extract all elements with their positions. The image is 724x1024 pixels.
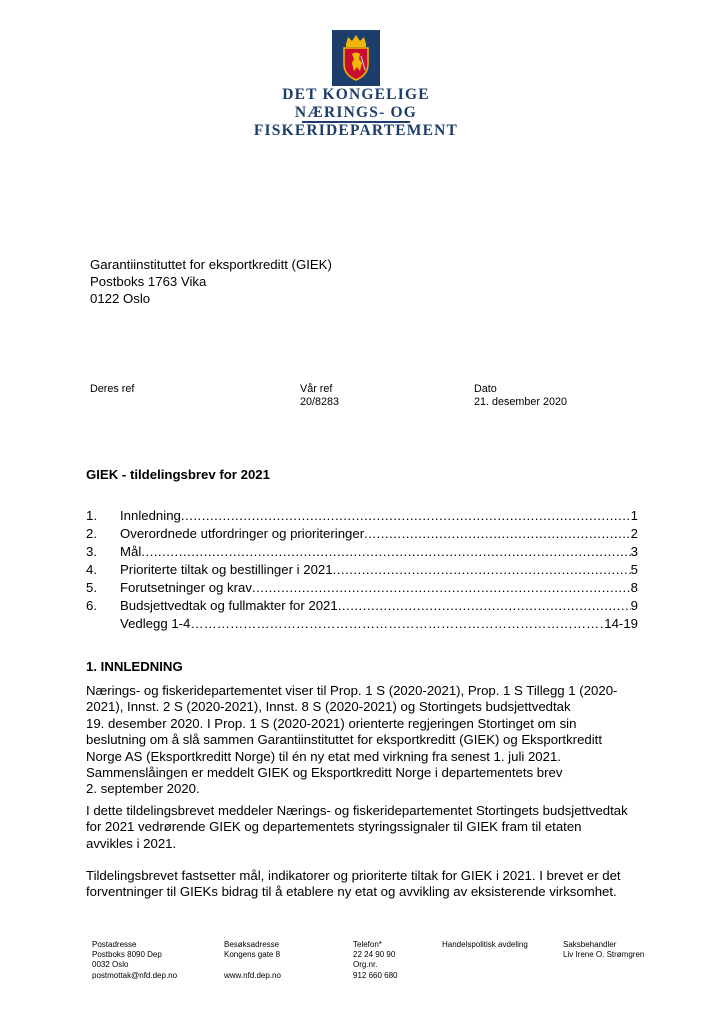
- footer-text: Liv Irene O. Strømgren: [563, 950, 645, 960]
- coat-of-arms-icon: [332, 30, 380, 86]
- toc-entry[interactable]: [86, 508, 638, 526]
- letter-date: [474, 383, 567, 409]
- footer-text: Kongens gate 8: [224, 950, 281, 960]
- paragraph-line: forventninger til GIEKs bidrag til å etablere ny etat og avvikling av eksisterende virksomhet.: [86, 884, 617, 900]
- toc-title: Vedlegg 1-4: [120, 616, 191, 631]
- table-of-contents: [86, 508, 638, 634]
- footer-label: Org.nr.: [353, 960, 378, 970]
- address-line: Garantiinstituttet for eksportkreditt (GIEK): [90, 257, 332, 272]
- footer-web-link[interactable]: www.nfd.dep.no: [224, 970, 281, 980]
- footer-phone-org: [353, 940, 398, 981]
- toc-leader: [181, 508, 631, 523]
- toc-page: 5: [630, 562, 638, 577]
- toc-number: 1.: [86, 508, 97, 523]
- date-label: Dato: [474, 383, 497, 395]
- ministry-logo: [200, 28, 512, 139]
- toc-entry[interactable]: [86, 598, 638, 616]
- their-ref-label: Deres ref: [90, 383, 135, 395]
- toc-entry-attachments[interactable]: [86, 616, 638, 634]
- their-reference: [90, 383, 134, 396]
- intro-paragraph-1: [86, 683, 646, 798]
- paragraph-line: 2. september 2020.: [86, 781, 200, 797]
- intro-paragraph-3: [86, 868, 646, 901]
- our-ref-value: 20/8283: [300, 396, 340, 408]
- footer-text: 22 24 90 90: [353, 950, 396, 960]
- toc-title: Mål: [120, 544, 142, 559]
- footer-email-link[interactable]: postmottak@nfd.dep.no: [92, 970, 178, 980]
- toc-page: 9: [630, 598, 638, 613]
- intro-paragraph-2: [86, 803, 646, 852]
- document-title: GIEK - tildelingsbrev for 2021: [86, 467, 270, 482]
- footer-department: [442, 940, 528, 950]
- ministry-name-line2: NÆRINGS- OG FISKERIDEPARTEMENT: [253, 104, 459, 139]
- our-ref-label: Vår ref: [300, 383, 333, 395]
- toc-leader: [333, 562, 631, 577]
- paragraph-line: for 2021 vedrørende GIEK og departementets styringssignaler til GIEK fram til etaten: [86, 819, 582, 835]
- logo-underline: [302, 121, 410, 123]
- paragraph-line: Tildelingsbrevet fastsetter mål, indikatorer og prioriterte tiltak for GIEK i 2021. I brevet er det: [86, 868, 621, 883]
- paragraph-line: beslutning om å slå sammen Garantiinstituttet for eksportkreditt (GIEK) og Eksportkreditt: [86, 732, 602, 748]
- toc-number: 3.: [86, 544, 97, 559]
- toc-page: 8: [630, 580, 638, 595]
- toc-entry[interactable]: [86, 580, 638, 598]
- footer-text: 0032 Oslo: [92, 960, 129, 970]
- toc-number: 6.: [86, 598, 97, 613]
- toc-page: 3: [630, 544, 638, 559]
- toc-number: 4.: [86, 562, 97, 577]
- toc-title: Innledning: [120, 508, 181, 523]
- footer-text: Handelspolitisk avdeling: [442, 940, 528, 949]
- paragraph-line: 2021), Innst. 2 S (2020-2021), Innst. 8 S (2020-2021) og Stortingets budsjettvedtak: [86, 699, 571, 715]
- footer-text: Postboks 8090 Dep: [92, 950, 162, 960]
- footer-label: Saksbehandler: [563, 940, 617, 949]
- footer-label: Postadresse: [92, 940, 137, 949]
- footer-visit-address: [224, 940, 281, 981]
- toc-number: 5.: [86, 580, 97, 595]
- toc-leader: [364, 526, 631, 541]
- footer-spacer: [224, 960, 281, 970]
- toc-title: Overordnede utfordringer og prioriteringer: [120, 526, 365, 541]
- toc-number: 2.: [86, 526, 97, 541]
- toc-entry[interactable]: [86, 544, 638, 562]
- address-line: 0122 Oslo: [90, 291, 151, 306]
- toc-title: Forutsetninger og krav: [120, 580, 252, 595]
- paragraph-line: Norge AS (Eksportkreditt Norge) til én ny etat med virkning fra senest 1. juli 2021.: [86, 748, 561, 764]
- paragraph-line: avvikles i 2021.: [86, 835, 177, 851]
- paragraph-line: I dette tildelingsbrevet meddeler Nærings- og fiskeridepartementet Stortingets budsjettvedtak: [86, 803, 628, 818]
- date-value: 21. desember 2020: [474, 396, 568, 408]
- toc-leader: [141, 544, 630, 559]
- paragraph-line: 19. desember 2020. I Prop. 1 S (2020-2021) orienterte regjeringen Stortinget om sin: [86, 715, 577, 731]
- toc-page: 1: [630, 508, 638, 523]
- toc-leader: [252, 580, 631, 595]
- ministry-name-line1: DET KONGELIGE: [282, 86, 430, 103]
- footer-text: 912 660 680: [353, 970, 398, 980]
- section-heading: 1. INNLEDNING: [86, 659, 183, 674]
- address-line: Postboks 1763 Vika: [90, 274, 207, 289]
- paragraph-line: Sammenslåingen er meddelt GIEK og Eksportkreditt Norge i departementets brev: [86, 765, 563, 781]
- footer-postal-address: [92, 940, 177, 981]
- recipient-address: [90, 256, 332, 307]
- toc-entry[interactable]: [86, 562, 638, 580]
- footer-label: Besøksadresse: [224, 940, 280, 949]
- toc-leader: [338, 598, 631, 613]
- toc-title: Prioriterte tiltak og bestillinger i 2021: [120, 562, 333, 577]
- toc-title: Budsjettvedtak og fullmakter for 2021: [120, 598, 338, 613]
- paragraph-line: Nærings- og fiskeridepartementet viser til Prop. 1 S (2020-2021), Prop. 1 S Tillegg 1 (2020-: [86, 683, 618, 698]
- footer-label: Telefon*: [353, 940, 382, 949]
- toc-page: 14-19: [604, 616, 638, 631]
- toc-page: 2: [630, 526, 638, 541]
- footer-case-officer: [563, 940, 644, 960]
- toc-entry[interactable]: [86, 526, 638, 544]
- toc-leader: [190, 616, 604, 631]
- our-reference: [300, 383, 339, 409]
